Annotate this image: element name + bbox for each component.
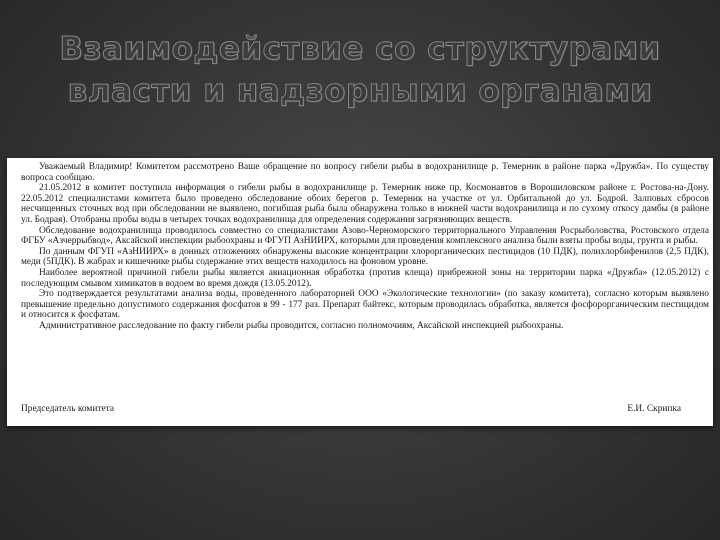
paragraph: Уважаемый Владимир! Комитетом рассмотрено Ваше обращение по вопросу гибели рыбы в водохранилище р. Темерник в районе парка «Дружба». По существу вопроса сообщаю. — [21, 162, 709, 183]
paragraph: Административное расследование по факту гибели рыбы проводится, согласно полномочиям, Аксайской инспекцией рыбоохраны. — [39, 320, 564, 331]
signature-block — [21, 404, 681, 414]
signature-name: Е.И. Скрипка — [627, 404, 681, 414]
paragraph: По данным ФГУП «АзНИИРХ» в донных отложениях обнаружены высокие концентрации хлорорганических пестицидов (10 ПДК), полихлорбифенилов (2,5 ПДК), меди (5ПДК). В жабрах и кишечнике рыбы содержание этих веществ находилось на фоновом уровне. — [21, 246, 709, 268]
paragraph: Обследование водохранилища проводилось совместно со специалистами Азово-Черноморского территориального Управления Росрыболовства, Ростовского отдела ФГБУ «Азчеррыбвод», Аксайской инспекции рыбоохраны и ФГУП АзНИИРХ, которыми для проведения комплексного анализа были взяты пробы воды, грунта и рыбы. — [21, 225, 709, 247]
slide-title — [30, 28, 690, 112]
paragraph: 21.05.2012 в комитет поступила информация о гибели рыбы в водохранилище р. Темерник ниже пр. Космонавтов в Ворошиловском районе г. Ростова-на-Дону. 22.05.2012 специалистами комитета было проведено обследование обоих берегов р. Темерник на участке от ул. Орбитальной до ул. Бодрой. Залповых сбросов несчищенных сточных вод при обследовании не выявлено, погибшая рыба была обнаружена только в нижней части водохранилища и по сухому откосу дамбы (в районе ул. Бодрая). Отобраны пробы воды в четырех точках водохранилища для определения содержания загрязняющих веществ. — [21, 183, 709, 225]
document-body — [21, 162, 709, 332]
signature-role: Председатель комитета — [21, 404, 114, 414]
title-line-2: власти и надзорными органами — [67, 73, 653, 109]
paragraph: Это подтверждается результатами анализа воды, проведенного лабораторией ООО «Экологические технологии» (по заказу комитета), согласно которым выявлено превышение предельно допустимого содержания фосфатов в 99 - 177 раз. Препарат байтекс, которым проводилась обработка, является фосфорорганическим пестицидом и относится к фосфатам. — [21, 289, 709, 321]
document-image — [7, 158, 713, 426]
title-line-1: Взаимодействие со структурами — [59, 31, 661, 67]
paragraph: Наиболее вероятной причиной гибели рыбы является авиационная обработка (против клеща) прибрежной зоны на территории парка «Дружба» (12.05.2012) с последующим смывом химикатов в водоем во время дождя (13.05.2012). — [21, 267, 709, 289]
